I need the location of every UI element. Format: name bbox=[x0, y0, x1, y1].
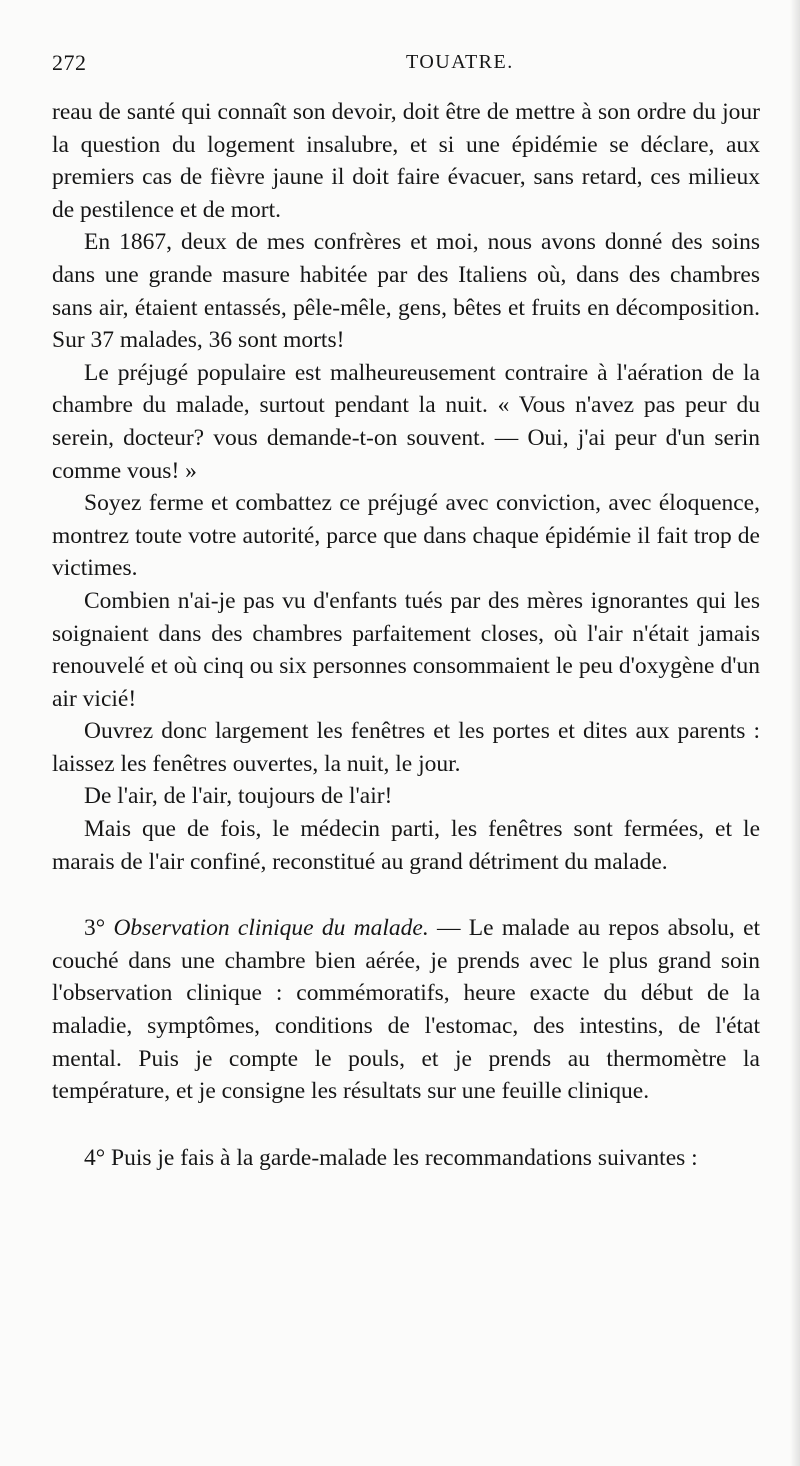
section-3-body: — Le malade au repos absolu, et couché dans une chambre bien aérée, je prends avec le plus grand soin l'observation clinique : commémoratifs, heure exacte du début de la maladie, symptômes, conditions de l'estomac, des intestins, de l'état mental. Puis je compte le pouls, et je prends au thermomètre la température, et je consigne les résultats sur une feuille clinique. bbox=[52, 915, 761, 1105]
paragraph-popular-prejudice: Le préjugé populaire est malheureusement contraire à l'aération de la chambre du malade, surtout pendant la nuit. « Vous n'avez pas peur du serein, docteur? vous demande-t-on souvent. — Oui, j'ai peur d'un serin comme vous! » bbox=[52, 359, 760, 484]
body-text bbox=[52, 96, 760, 1174]
page-header bbox=[52, 50, 762, 82]
section-3-paragraph bbox=[52, 912, 760, 1108]
section-3-title: Observation clinique du malade. bbox=[113, 915, 429, 942]
page-edge-shadow bbox=[790, 0, 800, 1466]
paragraph-1867-case: En 1867, deux de mes confrères et moi, nous avons donné des soins dans une grande masure habitée par des Italiens où, dans des chambres sans air, étaient entassés, pêle-mêle, gens, bêtes et fruits en décomposition. Sur 37 malades, 36 sont morts! bbox=[52, 229, 760, 354]
paragraph-air: De l'air, de l'air, toujours de l'air! bbox=[84, 783, 393, 810]
paragraph-children: Combien n'ai-je pas vu d'enfants tués par des mères ignorantes qui les soignaient dans des chambres parfaitement closes, où l'air n'était jamais renouvelé et où cinq ou six personnes consommaient le peu d'oxygène d'un air vicié! bbox=[52, 587, 760, 712]
paragraph-windows-closed: Mais que de fois, le médecin parti, les fenêtres sont fermées, et le marais de l'air confiné, reconstitué au grand détriment du malade. bbox=[52, 816, 760, 875]
section-3-number: 3° bbox=[84, 915, 106, 942]
paragraph-continued: reau de santé qui connaît son devoir, doit être de mettre à son ordre du jour la question du logement insalubre, et si une épidémie se déclare, aux premiers cas de fièvre jaune il doit faire évacuer, sans retard, ces milieux de pestilence et de mort. bbox=[52, 99, 760, 223]
page-number: 272 bbox=[52, 50, 87, 75]
section-4-paragraph: 4° Puis je fais à la garde-malade les recommandations suivantes : bbox=[84, 1144, 698, 1171]
running-title: TOUATRE. bbox=[406, 51, 514, 73]
paragraph-open-windows: Ouvrez donc largement les fenêtres et les portes et dites aux parents : laissez les fenêtres ouvertes, la nuit, le jour. bbox=[52, 718, 760, 777]
paragraph-be-firm: Soyez ferme et combattez ce préjugé avec conviction, avec éloquence, montrez toute votre autorité, parce que dans chaque épidémie il fait trop de victimes. bbox=[52, 490, 760, 582]
